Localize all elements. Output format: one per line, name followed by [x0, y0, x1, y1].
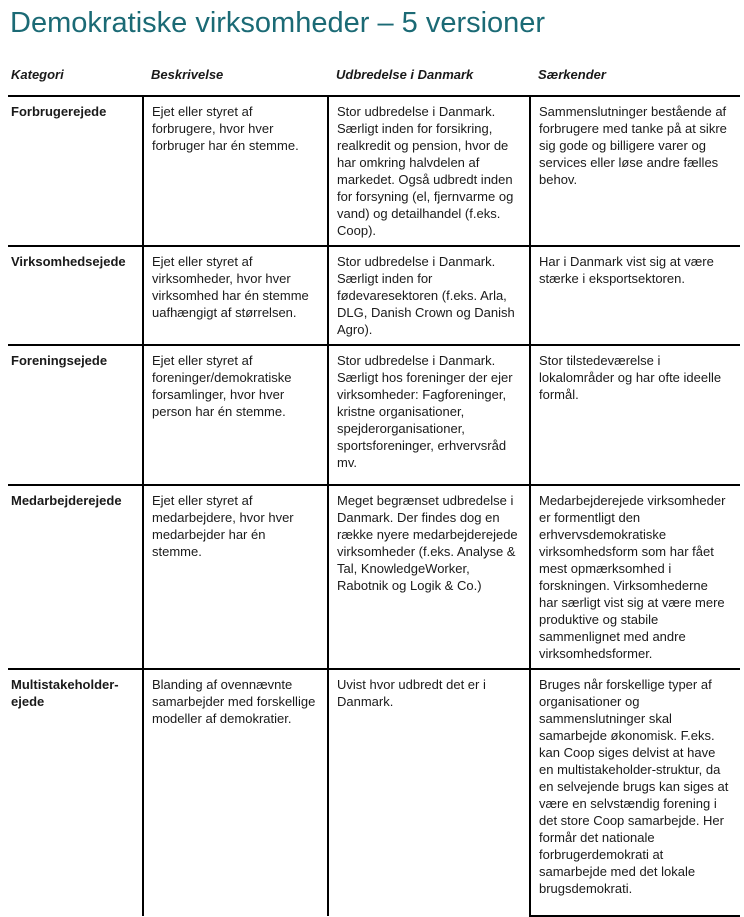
category-cell: Virksomhedsejede: [8, 246, 143, 345]
beskrivelse-cell: Blanding af ovennævnte samarbejder med forskellige modeller af demokratier.: [143, 669, 328, 916]
saerkender-cell: Bruges når forskellige typer af organisationer og sammenslutninger skal samarbejde økonomisk. F.eks. kan Coop siges delvist at have en multistakeholder-struktur, da en selvejende brugs kan siges at være en selvstændig forening i det store Coop samarbejde. Her formår det nationale forbrugerdemokrati at samarbejde med det lokale brugsdemokrati.: [530, 669, 740, 916]
category-cell: Medarbejderejede: [8, 485, 143, 669]
column-header-kategori: Kategori: [11, 67, 64, 82]
table-row-virksomhedsejede: [8, 246, 740, 345]
saerkender-cell: Har i Danmark vist sig at være stærke i eksportsektoren.: [530, 246, 740, 345]
table-row-medarbejderejede: [8, 485, 740, 669]
udbredelse-cell: Uvist hvor udbredt det er i Danmark.: [328, 669, 530, 916]
udbredelse-cell: Meget begrænset udbredelse i Danmark. Der findes dog en række nyere medarbejderejede virksomheder (f.eks. Analyse & Tal, KnowledgeWorker, Rabotnik og Logik & Co.): [328, 485, 530, 669]
udbredelse-cell: Stor udbredelse i Danmark. Særligt inden for forsikring, realkredit og pension, hvor de har omkring halvdelen af markedet. Også udbredt inden for forsyning (el, fjernvarme og vand) og detailhandel (f.eks. Coop).: [328, 96, 530, 246]
column-header-saerkender: Særkender: [538, 67, 606, 82]
beskrivelse-cell: Ejet eller styret af forbrugere, hvor hver forbruger har én stemme.: [143, 96, 328, 246]
table-row-multistakeholderejede: [8, 669, 740, 916]
column-header-udbredelse: Udbredelse i Danmark: [336, 67, 474, 82]
table-row-forbrugerejede: [8, 96, 740, 246]
versions-table: [8, 66, 740, 917]
beskrivelse-cell: Ejet eller styret af virksomheder, hvor hver virksomhed har én stemme uafhængigt af størrelsen.: [143, 246, 328, 345]
udbredelse-cell: Stor udbredelse i Danmark. Særligt hos foreninger der ejer virksomheder: Fagforeninger, kristne organisationer, spejderorganisationer, sportsforeninger, erhvervsråd mv.: [328, 345, 530, 485]
category-cell: Forbrugerejede: [8, 96, 143, 246]
category-cell: Foreningsejede: [8, 345, 143, 485]
category-cell: Multistakeholder-ejede: [8, 669, 143, 916]
beskrivelse-cell: Ejet eller styret af foreninger/demokratiske forsamlinger, hvor hver person har én stemme.: [143, 345, 328, 485]
saerkender-cell: Medarbejderejede virksomheder er formentligt den erhvervsdemokratiske virksomhedsform som har fået mest opmærksomhed i forskningen. Virksomhederne har særligt vist sig at være mere produktive og stabile sammenlignet med andre virksomhedsformer.: [530, 485, 740, 669]
beskrivelse-cell: Ejet eller styret af medarbejdere, hvor hver medarbejder har én stemme.: [143, 485, 328, 669]
saerkender-cell: Sammenslutninger bestående af forbrugere med tanke på at sikre sig gode og billigere varer og services eller løse andre fælles behov.: [530, 96, 740, 246]
table-header-row: [8, 66, 740, 96]
page-title: Demokratiske virksomheder – 5 versioner: [10, 7, 546, 39]
saerkender-cell: Stor tilstedeværelse i lokalområder og har ofte ideelle formål.: [530, 345, 740, 485]
table-row-foreningsejede: [8, 345, 740, 485]
udbredelse-cell: Stor udbredelse i Danmark. Særligt inden for fødevaresektoren (f.eks. Arla, DLG, Danish Crown og Danish Agro).: [328, 246, 530, 345]
column-header-beskrivelse: Beskrivelse: [151, 67, 224, 82]
